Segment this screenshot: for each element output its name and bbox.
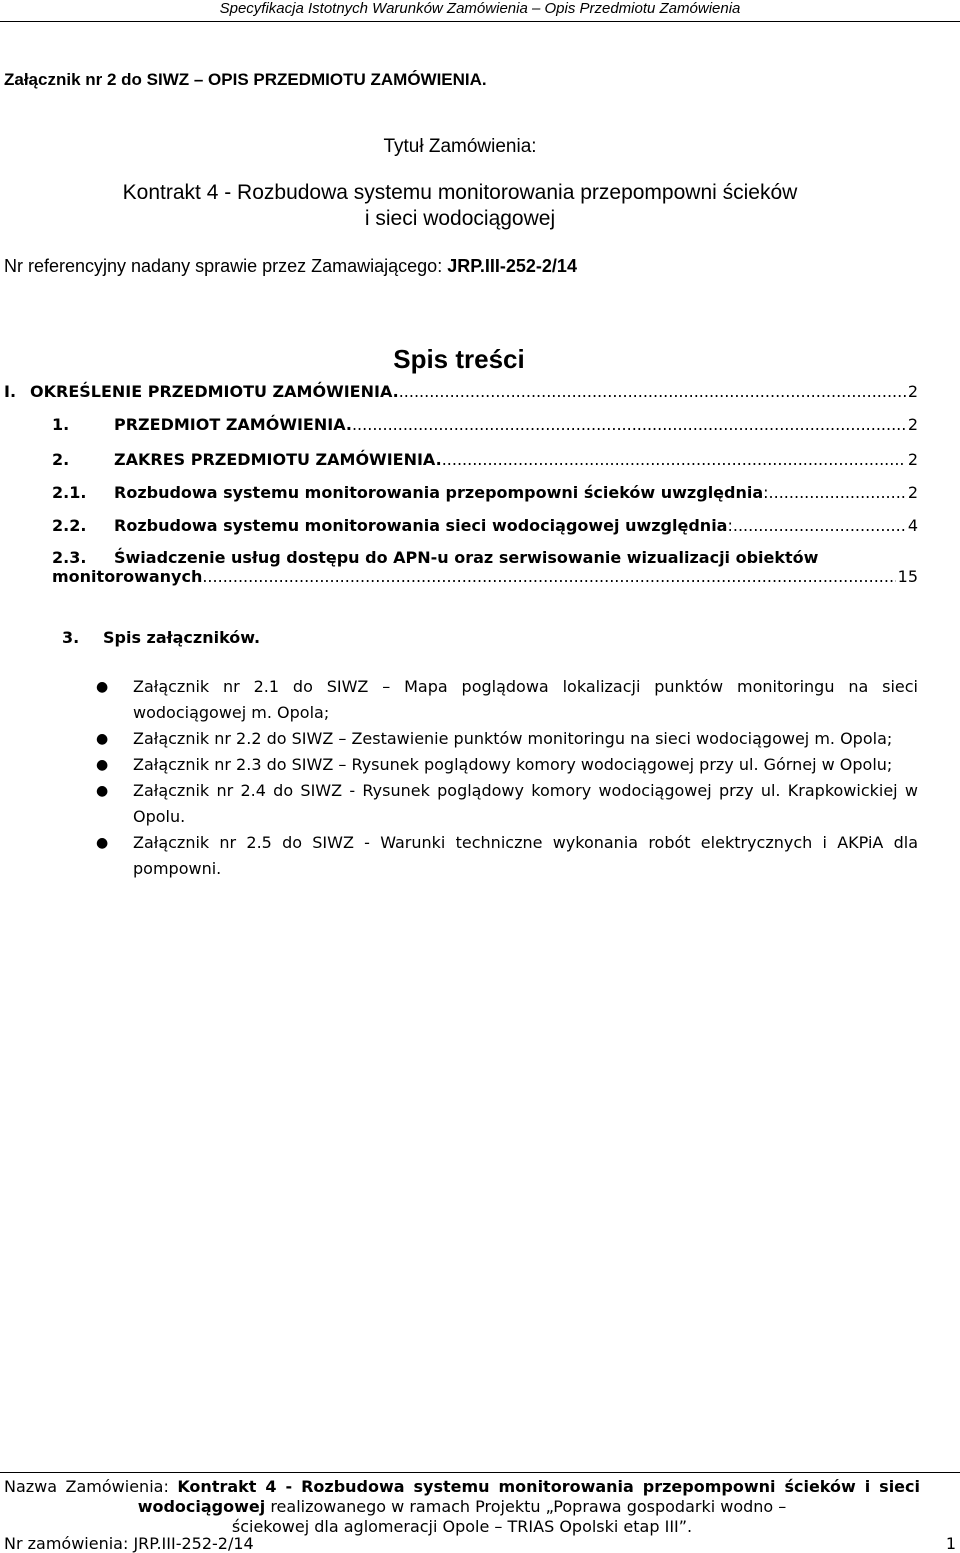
toc-heading: Spis treści: [393, 344, 525, 374]
footer-line2: [4, 1497, 920, 1516]
toc-entry[interactable]: [52, 483, 918, 502]
attachment-text: Załącznik nr 2.3 do SIWZ – Rysunek poglądowy komory wodociągowej przy ul. Górnej w Opolu;: [133, 755, 893, 774]
toc-entry[interactable]: [52, 548, 918, 586]
list-item: [96, 752, 918, 778]
bullet-icon: ●: [96, 835, 109, 851]
contract-title: [0, 180, 920, 232]
toc-entry-text: OKREŚLENIE PRZEDMIOTU ZAMÓWIENIA.: [30, 382, 399, 401]
title-label: Tytuł Zamówienia:: [383, 136, 537, 157]
reference-line: [4, 256, 577, 277]
list-item: [96, 726, 918, 752]
toc-entry-suffix: :: [727, 516, 733, 535]
toc-entry-text-line2: monitorowanych: [52, 567, 203, 586]
toc-entry-page: 15: [897, 567, 918, 586]
toc-entry-text-line1: Świadczenie usług dostępu do APN-u oraz serwisowanie wizualizacji obiektów: [114, 548, 819, 567]
toc-entry-page: 2: [907, 415, 918, 434]
section-title: Spis załączników.: [103, 628, 261, 647]
toc-entry-number: 2.2.: [52, 516, 87, 535]
toc-entry-page: 2: [907, 450, 918, 469]
footer-line1: [4, 1477, 920, 1496]
toc-entry-page: 2: [907, 483, 918, 502]
toc-entry-number: 2.3.: [52, 548, 87, 567]
bullet-icon: ●: [96, 679, 109, 695]
footer-line2-rest: realizowanego w ramach Projektu „Poprawa gospodarki wodno –: [265, 1497, 787, 1516]
toc-entry-text: Rozbudowa systemu monitorowania sieci wodociągowej uwzględnia: [114, 516, 728, 535]
toc-entry[interactable]: [52, 415, 918, 434]
footer-name-label: Nazwa Zamówienia:: [4, 1477, 178, 1496]
page-footer: [0, 1472, 960, 1553]
page-number: 1: [945, 1534, 956, 1553]
footer-line2-bold: wodociągowej: [137, 1497, 266, 1516]
contract-title-line1: Kontrakt 4 - Rozbudowa systemu monitorowania przepompowni ścieków: [122, 181, 798, 204]
reference-prefix: Nr referencyjny nadany sprawie przez Zamawiającego:: [4, 256, 448, 276]
bullet-icon: ●: [96, 757, 109, 773]
header-text: Specyfikacja Istotnych Warunków Zamówienia – Opis Przedmiotu Zamówienia: [219, 0, 741, 17]
toc-entry-number: I.: [4, 382, 17, 401]
footer-order-number: Nr zamówienia: JRP.III-252-2/14: [4, 1534, 254, 1553]
list-item: [96, 674, 918, 726]
toc-leader: [352, 415, 906, 434]
toc-leader: [399, 382, 906, 401]
toc-leader: [202, 567, 895, 586]
toc-entry-page: 2: [907, 382, 918, 401]
footer-name-bold: Kontrakt 4 - Rozbudowa systemu monitorowania przepompowni ścieków i sieci: [177, 1477, 921, 1496]
toc-entry-text: Rozbudowa systemu monitorowania przepompowni ścieków uwzględnia: [114, 483, 764, 502]
toc-entry-number: 2.: [52, 450, 70, 469]
bullet-icon: ●: [96, 731, 109, 747]
attachment-text: Załącznik nr 2.5 do SIWZ - Warunki techniczne wykonania robót elektrycznych i AKPiA dla pompowni.: [133, 833, 918, 878]
attachment-text: Załącznik nr 2.2 do SIWZ – Zestawienie punktów monitoringu na sieci wodociągowej m. Opola;: [133, 729, 893, 748]
bullet-icon: ●: [96, 783, 109, 799]
reference-code: JRP.III-252-2/14: [447, 256, 577, 276]
toc-entry-text: ZAKRES PRZEDMIOTU ZAMÓWIENIA.: [114, 450, 442, 469]
toc-leader: [442, 450, 906, 469]
page-header: [0, 0, 960, 22]
toc-leader: [733, 516, 906, 535]
toc-leader: [769, 483, 906, 502]
toc-entry-text: PRZEDMIOT ZAMÓWIENIA.: [114, 415, 352, 434]
footer-line3: ściekowej dla aglomeracji Opole – TRIAS Opolski etap III”.: [231, 1517, 693, 1536]
attachment-text: Załącznik nr 2.1 do SIWZ – Mapa poglądowa lokalizacji punktów monitoringu na sieci wodociągowej m. Opola;: [133, 677, 918, 722]
list-item: [96, 830, 918, 882]
toc-entry-suffix: :: [763, 483, 769, 502]
contract-title-line2: i sieci wodociągowej: [364, 207, 556, 230]
toc-entry[interactable]: [4, 382, 918, 401]
section-number: 3.: [62, 628, 80, 647]
toc-entry-number: 2.1.: [52, 483, 87, 502]
toc-entry-page: 4: [907, 516, 918, 535]
toc-entry-number: 1.: [52, 415, 70, 434]
attachment-text: Załącznik nr 2.4 do SIWZ - Rysunek poglądowy komory wodociągowej przy ul. Krapkowickiej w Opolu.: [133, 781, 918, 826]
list-item: [96, 778, 918, 830]
attachments-heading: [62, 628, 260, 647]
attachments-list: [96, 674, 918, 882]
toc-entry[interactable]: [52, 450, 918, 469]
attachment-title: Załącznik nr 2 do SIWZ – OPIS PRZEDMIOTU ZAMÓWIENIA.: [4, 70, 487, 89]
toc-entry[interactable]: [52, 516, 918, 535]
